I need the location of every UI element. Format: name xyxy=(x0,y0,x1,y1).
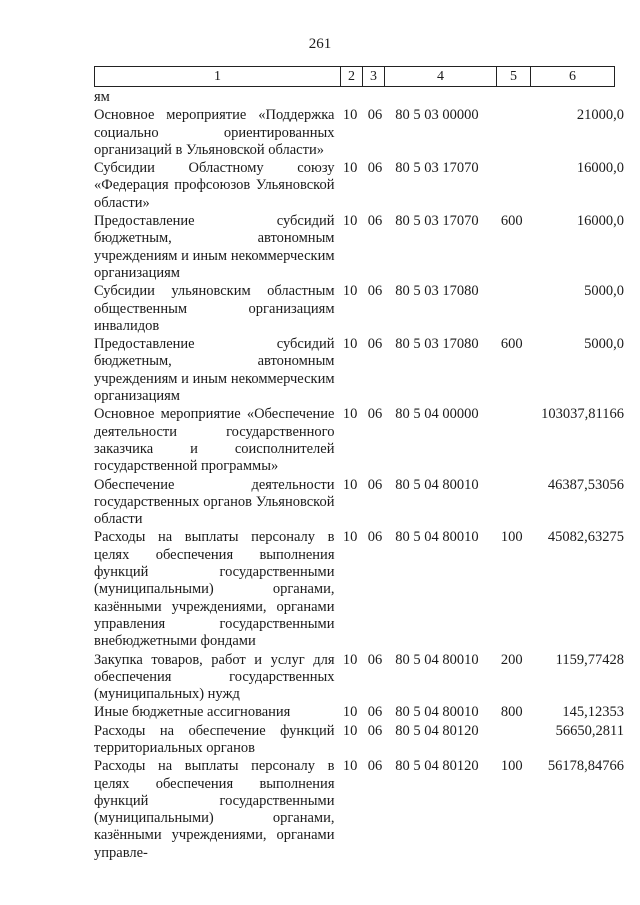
row-section: 10 xyxy=(342,406,358,423)
row-amount: 21000,0 xyxy=(576,107,624,124)
row-section: 10 xyxy=(342,651,358,668)
row-expense-type: 100 xyxy=(500,758,523,775)
table-row xyxy=(94,160,624,212)
row-expense-type: 600 xyxy=(500,213,523,230)
row-target-code: 80 5 04 80010 xyxy=(395,529,479,546)
row-section: 10 xyxy=(342,283,358,300)
row-subsection: 06 xyxy=(367,722,383,739)
row-name: Обеспечение деятельности государственных органов Ульяновской области xyxy=(94,476,335,528)
row-subsection: 06 xyxy=(367,160,383,177)
row-section: 10 xyxy=(342,704,358,721)
row-name: Предоставление субсидий бюджетным, автономным учреждениям и иным некоммерческим организациям xyxy=(94,213,335,281)
row-subsection: 06 xyxy=(367,476,383,493)
row-name: Закупка товаров, работ и услуг для обеспечения государственных (муниципальных) нужд xyxy=(94,651,335,703)
row-amount: 145,12353 xyxy=(562,704,624,721)
table-row xyxy=(94,107,624,159)
budget-table-body xyxy=(94,89,624,863)
row-section: 10 xyxy=(342,529,358,546)
column-header-2: 2 xyxy=(341,67,363,87)
row-subsection: 06 xyxy=(367,704,383,721)
row-name: Расходы на выплаты персоналу в целях обеспечения выполнения функций государственными (муниципальными) органами, казёнными учреждениями, органами управле- xyxy=(94,758,335,861)
row-amount: 56178,84766 xyxy=(547,758,624,775)
row-expense-type: 800 xyxy=(500,704,523,721)
row-amount: 5000,0 xyxy=(584,336,624,353)
row-amount: 46387,53056 xyxy=(547,476,624,493)
row-name: ям xyxy=(94,89,110,105)
row-expense-type: 600 xyxy=(500,336,523,353)
row-subsection: 06 xyxy=(367,758,383,775)
table-row xyxy=(94,283,624,335)
row-target-code: 80 5 04 80120 xyxy=(395,722,479,739)
row-expense-type: 200 xyxy=(500,651,523,668)
row-target-code: 80 5 03 00000 xyxy=(395,107,479,124)
row-amount: 16000,0 xyxy=(576,213,624,230)
row-target-code: 80 5 03 17080 xyxy=(395,336,479,353)
row-section: 10 xyxy=(342,213,358,230)
row-subsection: 06 xyxy=(367,336,383,353)
row-subsection: 06 xyxy=(367,107,383,124)
column-header-1: 1 xyxy=(95,67,341,87)
column-header-3: 3 xyxy=(363,67,385,87)
row-name: Предоставление субсидий бюджетным, автономным учреждениям и иным некоммерческим организациям xyxy=(94,336,335,405)
table-row xyxy=(94,406,624,475)
table-row xyxy=(94,652,624,704)
column-header-6: 6 xyxy=(531,67,615,87)
row-section: 10 xyxy=(342,336,358,353)
row-name: Основное мероприятие «Поддержка социально ориентированных организаций в Ульяновской области» xyxy=(94,107,335,158)
row-name: Субсидии ульяновским областным общественным организациям инвалидов xyxy=(94,283,335,334)
row-amount: 16000,0 xyxy=(576,160,624,177)
table-row xyxy=(94,89,624,106)
row-name: Субсидии Областному союзу «Федерация профсоюзов Ульяновской области» xyxy=(94,160,335,211)
row-target-code: 80 5 04 80010 xyxy=(395,704,479,721)
row-section: 10 xyxy=(342,160,358,177)
row-name: Иные бюджетные ассигнования xyxy=(94,704,291,721)
row-section: 10 xyxy=(342,107,358,124)
column-header-5: 5 xyxy=(497,67,531,87)
column-header-row xyxy=(94,66,615,87)
row-subsection: 06 xyxy=(367,651,383,668)
row-subsection: 06 xyxy=(367,213,383,230)
table-row xyxy=(94,723,624,758)
row-target-code: 80 5 04 00000 xyxy=(395,406,479,423)
row-amount: 1159,77428 xyxy=(555,651,624,668)
row-target-code: 80 5 04 80120 xyxy=(395,758,479,775)
row-subsection: 06 xyxy=(367,529,383,546)
row-target-code: 80 5 03 17070 xyxy=(395,160,479,177)
row-section: 10 xyxy=(342,758,358,775)
column-header-4: 4 xyxy=(385,67,497,87)
table-row xyxy=(94,477,624,529)
page-number: 261 xyxy=(308,36,332,52)
row-subsection: 06 xyxy=(367,406,383,423)
row-target-code: 80 5 03 17080 xyxy=(395,283,479,300)
row-name: Расходы на выплаты персоналу в целях обеспечения выполнения функций государственными (муниципальными) органами, казёнными учреждениями, органами управления государственными внебюджетными фондами xyxy=(94,529,335,650)
row-subsection: 06 xyxy=(367,283,383,300)
table-row xyxy=(94,336,624,405)
row-name: Основное мероприятие «Обеспечение деятельности государственного заказчика и соисполнителей государственной программы» xyxy=(94,406,335,475)
table-row xyxy=(94,758,624,862)
table-row xyxy=(94,704,624,721)
row-amount: 45082,63275 xyxy=(547,529,624,546)
row-name: Расходы на обеспечение функций территориальных органов xyxy=(94,722,335,756)
row-target-code: 80 5 04 80010 xyxy=(395,476,479,493)
row-section: 10 xyxy=(342,476,358,493)
row-amount: 5000,0 xyxy=(584,283,624,300)
row-expense-type: 100 xyxy=(500,529,523,546)
row-target-code: 80 5 03 17070 xyxy=(395,213,479,230)
row-amount: 103037,81166 xyxy=(541,406,624,423)
table-row xyxy=(94,529,624,650)
row-target-code: 80 5 04 80010 xyxy=(395,651,479,668)
row-amount: 56650,2811 xyxy=(555,722,624,739)
row-section: 10 xyxy=(342,722,358,739)
table-row xyxy=(94,213,624,282)
